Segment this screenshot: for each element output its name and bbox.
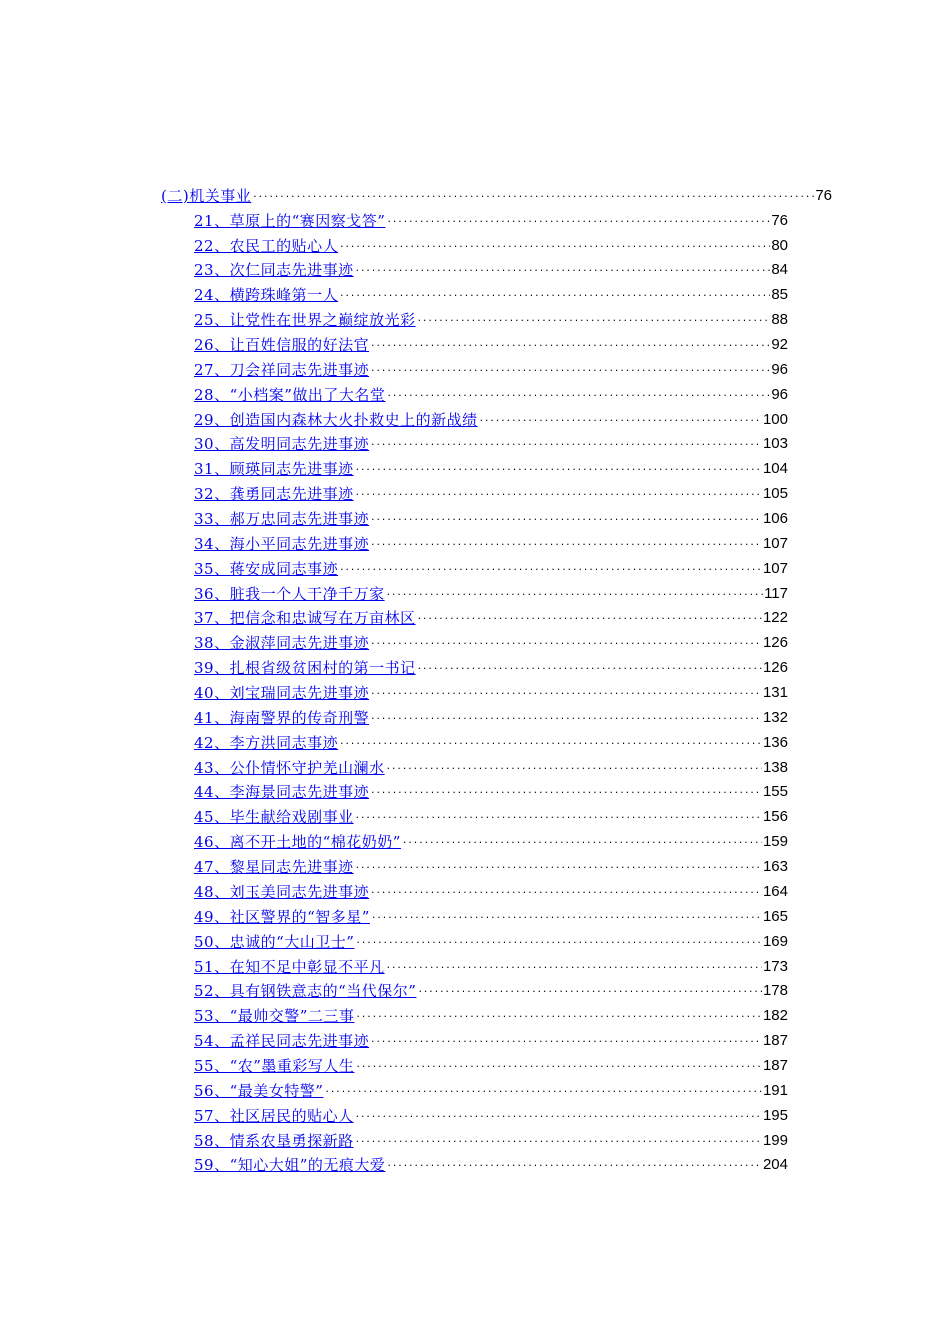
toc-entry-link[interactable]: 39、扎根省级贫困村的第一书记: [194, 659, 416, 678]
dot-leader: [355, 1133, 762, 1147]
toc-entry-row[interactable]: [194, 1125, 788, 1150]
toc-entry-link[interactable]: 23、次仁同志先进事迹: [194, 261, 354, 280]
toc-entry-link[interactable]: 28、“小档案”做出了大名堂: [194, 385, 386, 404]
dot-leader: [355, 262, 771, 276]
toc-page-number: 106: [762, 510, 788, 528]
dot-leader: [370, 710, 762, 724]
dot-leader: [355, 1108, 762, 1122]
toc-entry-row[interactable]: [194, 702, 788, 727]
toc-entry-link[interactable]: 34、海小平同志先进事迹: [194, 534, 370, 553]
toc-entry-row[interactable]: [194, 255, 788, 280]
toc-page-number: 80: [771, 236, 788, 254]
dot-leader: [370, 685, 762, 699]
toc-entry-row[interactable]: [194, 404, 788, 429]
toc-entry-row[interactable]: [194, 304, 788, 329]
toc-entry-row[interactable]: [194, 1025, 788, 1050]
toc-page-number: 126: [762, 659, 788, 677]
dot-leader: [339, 238, 770, 252]
toc-entry-link[interactable]: 42、李方洪同志事迹: [194, 733, 339, 752]
dot-leader: [370, 1033, 762, 1047]
toc-page-number: 164: [762, 882, 788, 900]
dot-leader: [355, 809, 762, 823]
toc-entry-link[interactable]: 32、龚勇同志先进事迹: [194, 485, 354, 504]
dot-leader: [386, 959, 762, 973]
toc-page-number: 105: [762, 485, 788, 503]
dot-leader: [479, 412, 762, 426]
toc-entry-row[interactable]: [194, 876, 788, 901]
toc-page-number: 182: [762, 1007, 788, 1025]
toc-entry-row[interactable]: [194, 478, 788, 503]
toc-page-number: 126: [762, 634, 788, 652]
toc-entry-link[interactable]: 29、创造国内森林大火扑救史上的新战绩: [194, 410, 478, 429]
dot-leader: [370, 511, 762, 525]
toc-section-link[interactable]: (二)机关事业: [161, 186, 252, 205]
toc-entry-link[interactable]: 48、刘玉美同志先进事迹: [194, 882, 370, 901]
toc-page-number: 169: [762, 932, 788, 950]
dot-leader: [355, 461, 762, 475]
dot-leader: [386, 1157, 762, 1171]
toc-entry-link[interactable]: 46、离不开土地的“棉花奶奶”: [194, 833, 401, 852]
toc-entry-link[interactable]: 36、脏我一个人干净千万家: [194, 584, 385, 603]
toc-page-number: 178: [762, 982, 788, 1000]
toc-page-number: 107: [762, 559, 788, 577]
toc-entry-row[interactable]: [194, 777, 788, 802]
dot-leader: [355, 859, 762, 873]
toc-page-number: 136: [762, 733, 788, 751]
toc-page-number: 199: [762, 1131, 788, 1149]
toc-page-number: 107: [762, 534, 788, 552]
dot-leader: [370, 884, 762, 898]
toc-page-number: 96: [771, 385, 788, 403]
dot-leader: [252, 188, 814, 202]
toc-page-number: 156: [762, 808, 788, 826]
dot-leader: [417, 660, 762, 674]
toc-entry-link[interactable]: 33、郝万忠同志先进事迹: [194, 510, 370, 529]
dot-leader: [370, 337, 770, 351]
toc-page-number: 92: [771, 336, 788, 354]
toc-entry-row[interactable]: [194, 976, 788, 1001]
toc-entry-row[interactable]: [194, 677, 788, 702]
toc-entry-row[interactable]: [194, 851, 788, 876]
toc-entry-link[interactable]: 58、情系农垦勇探新路: [194, 1131, 354, 1150]
toc-entry-row[interactable]: [194, 603, 788, 628]
toc-entry-link[interactable]: 26、让百姓信服的好法官: [194, 336, 370, 355]
toc-entry-link[interactable]: 53、“最帅交警”二三事: [194, 1007, 355, 1026]
toc-entry-row[interactable]: [194, 503, 788, 528]
toc-page-number: 103: [762, 435, 788, 453]
toc-entry-link[interactable]: 55、“农”墨重彩写人生: [194, 1056, 355, 1075]
toc-page-number: 187: [762, 1056, 788, 1074]
toc-page-number: 195: [762, 1106, 788, 1124]
toc-entry-row[interactable]: [194, 652, 788, 677]
toc-entry-row[interactable]: [194, 329, 788, 354]
toc-entry-row[interactable]: [194, 901, 788, 926]
toc-entry-link[interactable]: 30、高发明同志先进事迹: [194, 435, 370, 454]
dot-leader: [417, 983, 762, 997]
toc-entry-link[interactable]: 37、把信念和忠诚写在万亩林区: [194, 609, 416, 628]
toc-page-number: 173: [762, 957, 788, 975]
dot-leader: [355, 934, 762, 948]
toc-entry-row[interactable]: [194, 1100, 788, 1125]
toc-entry-link[interactable]: 43、公仆情怀守护羌山澜水: [194, 758, 385, 777]
toc-entry-link[interactable]: 52、具有钢铁意志的“当代保尔”: [194, 982, 417, 1001]
toc-entry-row[interactable]: [194, 553, 788, 578]
toc-page-number: 155: [762, 783, 788, 801]
dot-leader: [339, 561, 762, 575]
toc-page-number: 187: [762, 1032, 788, 1050]
toc-entry-link[interactable]: 38、金淑萍同志先进事迹: [194, 634, 370, 653]
toc-entry-link[interactable]: 51、在知不足中彰显不平凡: [194, 957, 385, 976]
toc-page-number: 104: [762, 460, 788, 478]
toc-entry-row[interactable]: [194, 205, 788, 230]
toc-entry-row[interactable]: [194, 801, 788, 826]
toc-page-number: 191: [762, 1081, 788, 1099]
toc-page-number: 88: [771, 311, 788, 329]
toc-entry-link[interactable]: 40、刘宝瑞同志先进事迹: [194, 684, 370, 703]
toc-page-number: 122: [762, 609, 788, 627]
toc-page-number: 76: [771, 211, 788, 229]
dot-leader: [371, 909, 762, 923]
toc-entry-link[interactable]: 54、孟祥民同志先进事迹: [194, 1032, 370, 1051]
toc-entry-row[interactable]: [194, 1075, 788, 1100]
dot-leader: [370, 362, 770, 376]
dot-leader: [370, 635, 762, 649]
toc-entry-row[interactable]: [194, 453, 788, 478]
dot-leader: [324, 1083, 762, 1097]
toc-entry-row[interactable]: [194, 429, 788, 454]
toc-entry-link[interactable]: 41、海南警界的传奇刑警: [194, 708, 370, 727]
dot-leader: [370, 784, 762, 798]
dot-leader: [355, 486, 762, 500]
dot-leader: [386, 760, 762, 774]
toc-page-number: 204: [762, 1156, 788, 1174]
toc-page-number: 131: [762, 684, 788, 702]
dot-leader: [370, 536, 762, 550]
toc-page-number: 76: [815, 186, 832, 204]
toc-entry-row[interactable]: [194, 951, 788, 976]
toc-page-number: 138: [762, 758, 788, 776]
dot-leader: [386, 586, 763, 600]
toc-page-number: 165: [762, 907, 788, 925]
toc-entry-row[interactable]: [194, 727, 788, 752]
toc-page-number: 84: [771, 261, 788, 279]
dot-leader: [339, 735, 762, 749]
toc-entry-link[interactable]: 25、让党性在世界之巅绽放光彩: [194, 311, 416, 330]
toc-entry-link[interactable]: 24、横跨珠峰第一人: [194, 286, 339, 305]
toc-page-number: 100: [762, 410, 788, 428]
toc-entry-link[interactable]: 50、忠诚的“大山卫士”: [194, 932, 355, 951]
toc-entry-row[interactable]: [194, 279, 788, 304]
toc-entry-row[interactable]: [194, 627, 788, 652]
toc-page-number: 117: [764, 584, 788, 602]
dot-leader: [370, 436, 762, 450]
dot-leader: [417, 312, 771, 326]
dot-leader: [417, 610, 762, 624]
toc-entry-link[interactable]: 57、社区居民的贴心人: [194, 1106, 354, 1125]
dot-leader: [339, 287, 770, 301]
toc-entry-row[interactable]: [194, 528, 788, 553]
table-of-contents: [0, 180, 950, 1174]
toc-entry-link[interactable]: 27、刀会祥同志先进事迹: [194, 360, 370, 379]
toc-page-number: 96: [771, 360, 788, 378]
toc-entry-link[interactable]: 44、李海景同志先进事迹: [194, 783, 370, 802]
toc-entry-link[interactable]: 35、蒋安成同志事迹: [194, 559, 339, 578]
toc-entry-row[interactable]: [194, 752, 788, 777]
toc-entry-list: [0, 205, 950, 1175]
toc-entry-row[interactable]: [194, 230, 788, 255]
toc-page-number: 159: [762, 833, 788, 851]
toc-entry-link[interactable]: 56、“最美女特警”: [194, 1081, 324, 1100]
toc-entry-link[interactable]: 31、顾瑛同志先进事迹: [194, 460, 354, 479]
dot-leader: [386, 387, 770, 401]
toc-entry-row[interactable]: [194, 1000, 788, 1025]
toc-page-number: 85: [771, 286, 788, 304]
toc-section-row[interactable]: [161, 180, 832, 205]
toc-entry-link[interactable]: 45、毕生献给戏剧事业: [194, 808, 354, 827]
toc-entry-row[interactable]: [194, 354, 788, 379]
toc-entry-row[interactable]: [194, 1050, 788, 1075]
dot-leader: [355, 1058, 762, 1072]
dot-leader: [355, 1008, 762, 1022]
toc-entry-row[interactable]: [194, 578, 788, 603]
toc-entry-row[interactable]: [194, 826, 788, 851]
toc-entry-link[interactable]: 21、草原上的“赛因察戈答”: [194, 211, 386, 230]
dot-leader: [402, 834, 762, 848]
toc-entry-row[interactable]: [194, 379, 788, 404]
toc-entry-link[interactable]: 59、“知心大姐”的无痕大爱: [194, 1156, 386, 1175]
toc-page-number: 132: [762, 708, 788, 726]
toc-entry-row[interactable]: [194, 1150, 788, 1175]
toc-entry-link[interactable]: 49、社区警界的“智多星”: [194, 907, 370, 926]
toc-entry-link[interactable]: 22、农民工的贴心人: [194, 236, 339, 255]
toc-page-number: 163: [762, 858, 788, 876]
dot-leader: [386, 213, 770, 227]
toc-entry-link[interactable]: 47、黎星同志先进事迹: [194, 858, 354, 877]
toc-entry-row[interactable]: [194, 926, 788, 951]
